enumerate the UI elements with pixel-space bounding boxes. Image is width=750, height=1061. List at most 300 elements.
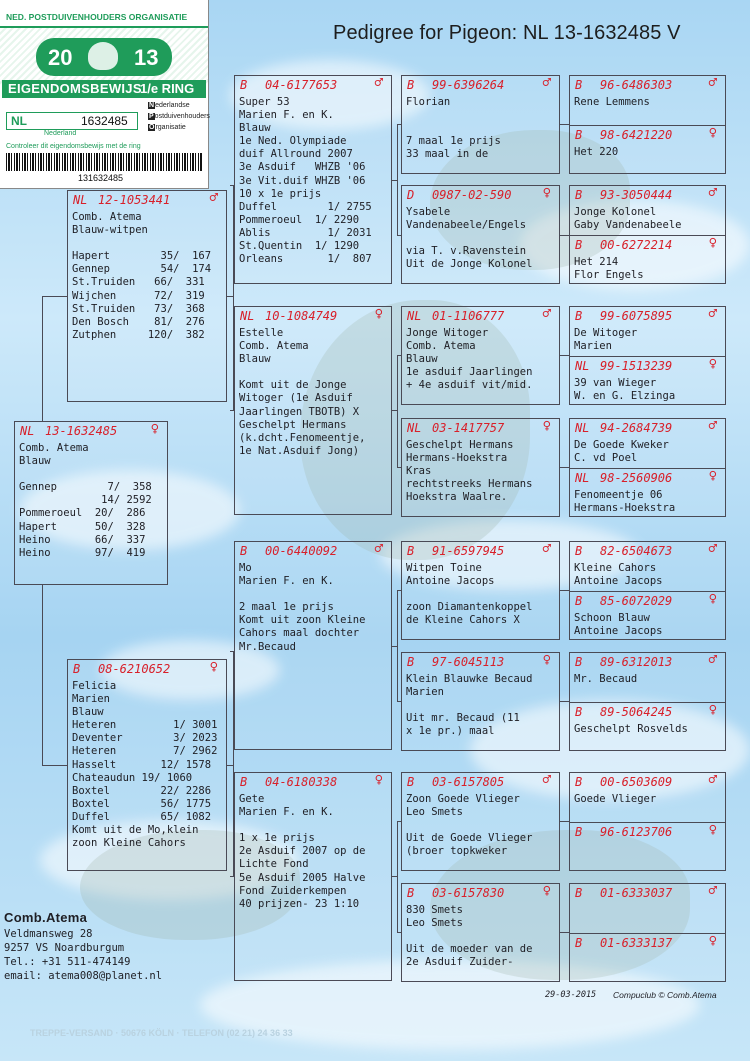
ring-number: 85-6072029 — [600, 594, 673, 608]
great-grandparent-card — [401, 541, 560, 640]
detail-line: Pommeroeul 20/ 286 — [19, 507, 146, 520]
bird-details — [574, 377, 723, 403]
detail-line: zoon Diamantenkoppel — [406, 601, 533, 614]
detail-line: Marien F. en K. — [239, 575, 334, 588]
ring-number: 01-6333137 — [600, 936, 673, 950]
ownership-certificate: NED. POSTDUIVENHOUDERS ORGANISATIE 20 13 EIGENDOMSBEWIJS 1/e RING NL 1632485 Nederland Nederlandse Postduivenhouders Organisatie Controleer dit eigendomsbewijs met de ring 131632485 — [0, 0, 209, 189]
detail-line: Marien — [574, 340, 612, 353]
detail-line: Uit mr. Becaud (11 — [406, 712, 520, 725]
detail-line: Geschelpt Rosvelds — [574, 723, 688, 735]
ring-number: 0987-02-590 — [432, 188, 512, 202]
detail-line: Marien F. en K. — [239, 806, 334, 819]
connector-line — [42, 585, 43, 765]
connector-line — [42, 296, 43, 421]
sex-symbol-icon: ♀ — [708, 822, 717, 838]
detail-line: Chateaudun 19/ 1060 — [72, 771, 193, 784]
detail-line: via T. v.Ravenstein — [406, 245, 527, 258]
detail-line: Flor Engels — [574, 269, 644, 282]
ring-header — [570, 468, 725, 487]
bird-details — [406, 904, 557, 969]
detail-line — [406, 232, 557, 245]
detail-line: 3e Vit.duif WHZB '06 — [239, 174, 366, 187]
ring-number: 99-1513239 — [600, 359, 673, 373]
print-date: 29-03-2015 — [545, 990, 597, 1000]
bird-details — [239, 327, 389, 458]
great-great-grandparents-card — [569, 306, 726, 405]
detail-line: Hapert 35/ 167 — [72, 250, 212, 263]
ring-header — [570, 883, 725, 902]
ring-country: B — [575, 775, 583, 789]
ring-number: 98-6421220 — [600, 128, 673, 142]
ring-header — [235, 541, 391, 560]
bird-details — [406, 327, 557, 392]
grandparent-card — [234, 75, 392, 284]
connector-line — [42, 765, 67, 766]
bird-details — [574, 562, 723, 588]
ring-country: NL — [575, 471, 590, 485]
detail-line: 5e Asduif 2005 Halve — [239, 871, 366, 884]
detail-line: 3e Asduif WHZB '06 — [239, 161, 366, 174]
bird-details — [574, 612, 723, 638]
sex-symbol-icon: ♀ — [542, 185, 551, 201]
cert-ring: 1632485 — [81, 114, 128, 128]
connector-line — [560, 124, 569, 125]
ring-country: B — [407, 775, 415, 789]
great-great-grandparents-card — [569, 541, 726, 640]
detail-line: Marien — [72, 693, 110, 706]
ring-header — [68, 659, 226, 678]
detail-line: duif Allround 2007 — [239, 148, 353, 161]
detail-line: Estelle — [239, 327, 284, 339]
bird-details — [574, 723, 723, 736]
sex-symbol-icon: ♀ — [542, 418, 551, 434]
ring-header — [570, 306, 725, 325]
detail-line: Fond Zuiderkempen — [239, 884, 347, 897]
ring-country: B — [575, 655, 583, 669]
detail-line: Ablis 1/ 2031 — [239, 226, 372, 239]
ring-country: NL — [240, 309, 255, 323]
cert-banner-suffix: 1/e RING — [140, 81, 195, 96]
connector-line — [42, 296, 67, 297]
ring-number: 00-6440092 — [265, 544, 338, 558]
connector-line — [397, 235, 401, 236]
sex-symbol-icon: ♂ — [542, 541, 551, 557]
sex-symbol-icon: ♂ — [708, 883, 717, 899]
great-great-grandparents-card — [569, 652, 726, 751]
sex-symbol-icon: ♂ — [542, 306, 551, 322]
detail-line: 2 maal 1e prijs — [239, 601, 334, 614]
detail-line: 830 Smets — [406, 904, 463, 916]
ring-country: B — [240, 78, 248, 92]
ring-country: NL — [575, 359, 590, 373]
detail-line: Florian — [406, 96, 451, 108]
detail-line: Vandenabeele/Engels — [406, 219, 527, 232]
sex-symbol-icon: ♀ — [150, 421, 159, 437]
detail-line: 40 prijzen- 23 1:10 — [239, 897, 360, 910]
sex-symbol-icon: ♂ — [542, 772, 551, 788]
detail-line: 1e Nat.Asduif Jong) — [239, 444, 360, 457]
card-divider — [569, 235, 726, 236]
ring-header — [570, 652, 725, 671]
ring-country: NL — [407, 309, 422, 323]
detail-line: Comb. Atema — [72, 211, 142, 223]
connector-line — [392, 646, 397, 647]
grandparent-card — [234, 772, 392, 981]
great-great-grandparents-card — [569, 185, 726, 284]
great-grandparent-card — [401, 772, 560, 871]
detail-line: Boxtel 56/ 1775 — [72, 797, 212, 810]
connector-line — [397, 821, 398, 932]
owner-phone: Tel.: +31 511-474149 — [4, 956, 131, 968]
detail-line: Pommeroeul 1/ 2290 — [239, 213, 360, 226]
ring-country: B — [575, 825, 583, 839]
sex-symbol-icon: ♀ — [708, 356, 717, 372]
ring-number: 08-6210652 — [98, 662, 171, 676]
ring-header — [570, 356, 725, 375]
detail-line: Komt uit de Mo,klein — [72, 824, 199, 837]
detail-line: Klein Blauwke Becaud — [406, 673, 533, 685]
great-grandparent-card — [401, 75, 560, 174]
connector-line — [233, 651, 234, 877]
connector-line — [230, 651, 234, 652]
detail-line: De Witoger — [574, 327, 638, 339]
detail-line: Jonge Witoger — [406, 327, 489, 339]
bird-details — [574, 146, 723, 159]
detail-line: Gennep 54/ 174 — [72, 263, 212, 276]
bird-details — [574, 793, 723, 806]
detail-line: Uit de Goede Vlieger — [406, 832, 533, 845]
ring-number: 12-1053441 — [98, 193, 171, 207]
sex-symbol-icon: ♀ — [708, 591, 717, 607]
ring-header — [402, 772, 559, 791]
ring-number: 91-6597945 — [432, 544, 505, 558]
detail-line: Duffel 1/ 2755 — [239, 200, 372, 213]
detail-line: zoon Kleine Cahors — [72, 837, 186, 850]
ring-header — [235, 772, 391, 791]
detail-line — [19, 468, 165, 481]
detail-line: Hermans-Hoekstra — [574, 502, 676, 515]
great-grandparent-card — [401, 883, 560, 982]
sex-symbol-icon: ♂ — [542, 75, 551, 91]
sex-symbol-icon: ♂ — [708, 772, 717, 788]
detail-line: Blauw — [239, 353, 271, 366]
sex-symbol-icon: ♂ — [708, 541, 717, 557]
ring-header — [402, 652, 559, 671]
great-great-grandparents-card — [569, 883, 726, 982]
detail-line: Comb. Atema — [406, 340, 476, 353]
ring-number: 01-1106777 — [432, 309, 505, 323]
ring-header — [68, 190, 226, 209]
detail-line: Zoon Goede Vlieger — [406, 793, 520, 805]
detail-line: Uit de moeder van de — [406, 943, 533, 956]
detail-line: Witpen Toine — [406, 562, 482, 574]
npo-p: ostduivenhouders — [154, 113, 210, 120]
ring-number: 00-6503609 — [600, 775, 673, 789]
ring-header — [402, 541, 559, 560]
bird-details — [574, 96, 723, 109]
ring-country: NL — [407, 421, 422, 435]
connector-line — [397, 467, 401, 468]
detail-line: 33 maal in de — [406, 148, 489, 161]
detail-line: Den Bosch 81/ 276 — [72, 315, 205, 328]
detail-line: Het 220 — [574, 146, 619, 158]
bird-details — [406, 96, 557, 161]
great-grandparent-card — [401, 418, 560, 517]
barcode — [6, 153, 202, 171]
detail-line: Cahors maal dochter — [239, 627, 360, 640]
card-divider — [569, 822, 726, 823]
sex-symbol-icon: ♂ — [374, 75, 383, 91]
ring-country: B — [575, 594, 583, 608]
ring-header — [570, 75, 725, 94]
detail-line: Geschelpt Hermans — [239, 418, 347, 431]
detail-line: Heteren 1/ 3001 — [72, 719, 218, 732]
detail-line: Blauw — [406, 353, 438, 366]
detail-line: Zutphen 120/ 382 — [72, 328, 205, 341]
detail-line: De Goede Kweker — [574, 439, 669, 451]
grandparent-card — [234, 306, 392, 515]
great-grandparent-card — [401, 306, 560, 405]
ring-header — [402, 418, 559, 437]
ring-header — [570, 822, 725, 841]
cert-org: NED. POSTDUIVENHOUDERS ORGANISATIE — [6, 12, 188, 22]
detail-line: Schoon Blauw — [574, 612, 650, 624]
detail-line: Het 214 — [574, 256, 619, 268]
detail-line: Blauw — [239, 122, 271, 135]
detail-line: St.Truiden 73/ 368 — [72, 302, 205, 315]
sex-symbol-icon: ♀ — [708, 702, 717, 718]
ring-header — [235, 306, 391, 325]
ring-number: 03-1417757 — [432, 421, 505, 435]
bird-details — [574, 439, 723, 465]
detail-line: Jaarlingen TBOTB) X — [239, 405, 360, 418]
ring-number: 00-6272214 — [600, 238, 673, 252]
sex-symbol-icon: ♀ — [708, 125, 717, 141]
npo-o: rganisatie — [155, 124, 186, 131]
ring-country: NL — [73, 193, 88, 207]
card-divider — [569, 702, 726, 703]
connector-line — [560, 821, 569, 822]
detail-line: + 4e asduif vit/mid. — [406, 379, 533, 392]
detail-line: Heino 66/ 337 — [19, 533, 146, 546]
ring-number: 98-2560906 — [600, 471, 673, 485]
connector-line — [560, 355, 569, 356]
detail-line: Heino 97/ 419 — [19, 546, 146, 559]
ring-country: B — [575, 544, 583, 558]
connector-line — [227, 765, 233, 766]
detail-line: C. vd Poel — [574, 452, 638, 465]
ring-number: 97-6045113 — [432, 655, 505, 669]
detail-line: Leo Smets — [406, 806, 463, 819]
ring-number: 04-6180338 — [265, 775, 338, 789]
connector-line — [230, 876, 234, 877]
detail-line: Orleans 1/ 807 — [239, 253, 372, 266]
barcode-number: 131632485 — [78, 173, 124, 183]
sex-symbol-icon: ♀ — [708, 933, 717, 949]
bird-details — [406, 439, 557, 504]
detail-line: Super 53 — [239, 96, 290, 108]
subject-card — [14, 421, 168, 585]
ring-number: 82-6504673 — [600, 544, 673, 558]
connector-line — [397, 355, 401, 356]
connector-line — [230, 185, 234, 186]
ring-header — [570, 125, 725, 144]
bird-details — [19, 442, 165, 560]
bird-details — [239, 562, 389, 654]
ring-country: B — [575, 238, 583, 252]
cert-year-left: 20 — [48, 45, 73, 70]
sex-symbol-icon: ♂ — [708, 652, 717, 668]
bird-details — [574, 489, 723, 515]
ring-header — [570, 772, 725, 791]
ring-country: B — [575, 309, 583, 323]
ring-country: B — [407, 886, 415, 900]
detail-line: 10 x 1e prijs — [239, 187, 322, 200]
connector-line — [233, 185, 234, 411]
card-divider — [569, 356, 726, 357]
owner-address1: Veldmansweg 28 — [4, 928, 93, 940]
connector-line — [227, 296, 233, 297]
bird-details — [72, 680, 224, 850]
connector-line — [397, 590, 398, 701]
ring-number: 99-6396264 — [432, 78, 505, 92]
detail-line — [406, 122, 557, 135]
detail-line: Komt uit de Jonge — [239, 379, 347, 392]
detail-line — [406, 588, 557, 601]
owner-address2: 9257 VS Noardburgum — [4, 942, 125, 954]
ring-number: 03-6157830 — [432, 886, 505, 900]
sex-symbol-icon: ♀ — [542, 883, 551, 899]
connector-line — [397, 932, 401, 933]
connector-line — [397, 590, 401, 591]
ring-number: 03-6157805 — [432, 775, 505, 789]
father-card — [67, 190, 227, 402]
connector-line — [397, 124, 401, 125]
ring-number: 13-1632485 — [45, 424, 118, 438]
detail-line — [239, 366, 389, 379]
detail-line: Fenomeentje 06 — [574, 489, 663, 501]
detail-line — [72, 237, 224, 250]
detail-line: Marien F. en K. — [239, 109, 334, 122]
ring-number: 93-3050444 — [600, 188, 673, 202]
ring-country: B — [575, 188, 583, 202]
sex-symbol-icon: ♂ — [708, 418, 717, 434]
print-mark: TREPPE-VERSAND · 50676 KÖLN · TELEFON (02 21) 24 36 33 — [30, 1028, 293, 1038]
sex-symbol-icon: ♀ — [374, 306, 383, 322]
sex-symbol-icon: ♂ — [708, 75, 717, 91]
owner-name: Comb.Atema — [4, 910, 88, 925]
detail-line: Deventer 3/ 2023 — [72, 732, 218, 745]
ring-number: 10-1084749 — [265, 309, 338, 323]
sex-symbol-icon: ♀ — [542, 652, 551, 668]
cert-year-badge — [36, 38, 172, 76]
great-great-grandparents-card — [569, 75, 726, 174]
cert-country: NL — [11, 114, 27, 128]
card-divider — [569, 933, 726, 934]
ring-country: B — [407, 655, 415, 669]
detail-line: Komt uit zoon Kleine — [239, 614, 366, 627]
cert-country-name: Nederland — [44, 130, 77, 137]
connector-line — [560, 701, 569, 702]
great-great-grandparents-card — [569, 418, 726, 517]
detail-line: 39 van Wieger — [574, 377, 657, 389]
sex-symbol-icon: ♂ — [708, 306, 717, 322]
bird-details — [406, 673, 557, 738]
detail-line: 1e Ned. Olympiade — [239, 135, 347, 148]
lion-emblem-icon — [88, 42, 118, 70]
cert-control-text: Controleer dit eigendomsbewijs met de ring — [6, 143, 141, 150]
bird-details — [574, 256, 723, 282]
detail-line: Comb. Atema — [19, 442, 89, 454]
detail-line — [406, 699, 557, 712]
detail-line: Rene Lemmens — [574, 96, 650, 108]
sex-symbol-icon: ♀ — [708, 468, 717, 484]
card-divider — [569, 125, 726, 126]
detail-line: Witoger (1e Asduif — [239, 392, 353, 405]
detail-line: Antoine Jacops — [406, 575, 495, 588]
bird-details — [239, 96, 389, 266]
ring-number: 96-6486303 — [600, 78, 673, 92]
detail-line: rechtstreeks Hermans — [406, 478, 533, 491]
bird-details — [72, 211, 224, 342]
detail-line: Ysabele — [406, 206, 451, 218]
ring-header — [570, 235, 725, 254]
ring-country: B — [240, 544, 248, 558]
connector-line — [560, 467, 569, 468]
ring-header — [570, 591, 725, 610]
ring-country: B — [575, 936, 583, 950]
connector-line — [397, 701, 401, 702]
ring-header — [570, 541, 725, 560]
detail-line: 2e Asduif 2007 op de — [239, 845, 366, 858]
ring-country: NL — [20, 424, 35, 438]
great-grandparent-card — [401, 185, 560, 284]
ring-header — [235, 75, 391, 94]
great-great-grandparents-card — [569, 772, 726, 871]
ring-header — [570, 418, 725, 437]
connector-line — [397, 355, 398, 467]
ring-country: B — [240, 775, 248, 789]
detail-line: Uit de Jonge Kolonel — [406, 258, 533, 271]
detail-line: Wijchen 72/ 319 — [72, 289, 205, 302]
detail-line: Antoine Jacops — [574, 625, 663, 638]
detail-line — [406, 930, 557, 943]
ring-country: B — [407, 78, 415, 92]
ring-header — [402, 306, 559, 325]
npo-n: ederlandse — [155, 102, 190, 109]
detail-line — [406, 109, 557, 122]
sex-symbol-icon: ♀ — [374, 772, 383, 788]
detail-line: Mr.Becaud — [239, 640, 296, 653]
detail-line: Blauw-witpen — [72, 224, 148, 237]
ring-country: B — [575, 78, 583, 92]
detail-line: Blauw — [72, 706, 104, 719]
page-title: Pedigree for Pigeon: NL 13-1632485 V — [333, 22, 681, 44]
detail-line — [239, 819, 389, 832]
ring-number: 96-6123706 — [600, 825, 673, 839]
detail-line: Duffel 65/ 1082 — [72, 810, 212, 823]
detail-line: Lichte Fond — [239, 858, 309, 871]
detail-line: 1 x 1e prijs — [239, 832, 315, 845]
detail-line: Geschelpt Hermans — [406, 439, 514, 451]
detail-line: Gaby Vandenabeele — [574, 219, 682, 232]
detail-line: Gennep 7/ 358 — [19, 481, 152, 494]
detail-line: 7 maal 1e prijs — [406, 135, 501, 148]
sex-symbol-icon: ♂ — [708, 185, 717, 201]
mother-card — [67, 659, 227, 871]
bird-details — [574, 206, 723, 232]
cert-banner-text: EIGENDOMSBEWIJS — [8, 81, 142, 96]
